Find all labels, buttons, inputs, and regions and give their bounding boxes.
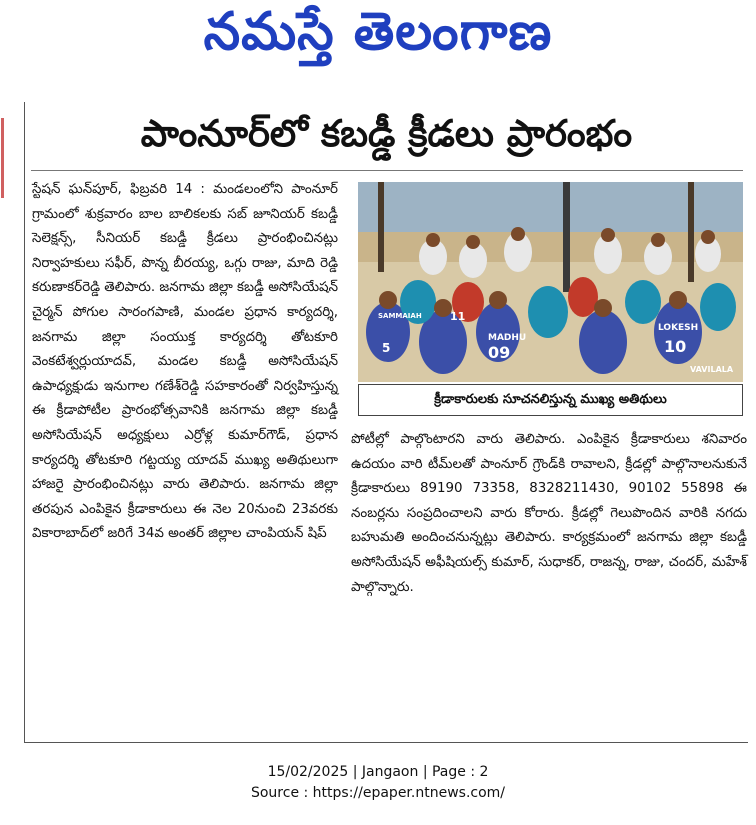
footer-date-edition: 15/02/2025 | Jangaon | Page : 2: [267, 764, 489, 780]
jersey-lokesh: LOKESH: [658, 323, 699, 333]
news-clipping: [24, 102, 748, 743]
jersey-vavilala: VAVILALA: [690, 365, 734, 374]
jersey-10: 10: [664, 337, 687, 356]
article-body-right: పోటీల్లో పాల్గొంటారని వారు తెలిపారు. ఎంపికైన క్రీడాకారులు శనివారం ఉదయం వారి టీమ్‌లతో పాంనూర్ గ్రౌండ్‌కి రావాలని, క్రీడల్లో పాల్గొనాలనుకునే క్రీడాకారులు 89190 73358, 8328211430, 90102 55898 ఈ నంబర్లను సంప్రదించాలని వారు కోరారు. క్రీడల్లో గెలుపొందిన వారికి నగదు బహుమతి అందించనున్నట్లు తెలిపారు. కార్యక్రమంలో జనగామ జిల్లా కబడ్డీ అసోసియేషన్ అఫీషియల్స్ కుమార్, సుధాకర్, రాజన్న, రాజు, చందర్, మహేశ్ పాల్గొన్నారు.: [351, 432, 747, 595]
page-footer: [0, 762, 756, 804]
headline-divider: [31, 170, 743, 171]
article-body-left: స్టేషన్ ఘన్‌పూర్, ఫిబ్రవరి 14 : మండలంలోని పాంనూర్ గ్రామంలో శుక్రవారం బాల బాలికలకు సబ్ జూనియర్ కబడ్డీ సెలెక్షన్స్, సీనియర్ కబడ్డీ క్రీడలు ప్రారంభించినట్లు నిర్వాహకులు సఫీర్, పొన్న బీరయ్య, ఒగ్గు రాజు, మాది రెడ్డి కరుణాకర్‌రెడ్డి తెలిపారు. జనగామ జిల్లా కబడ్డీ అసోసియేషన్ చైర్మన్ పోగుల సారంగపాణి, మండల ప్రధాన కార్యదర్శి, జనగామ జిల్లా సంయుక్త కార్యదర్శి తోటకూరి వెంకటేశ్వర్లుయాదవ్, మండల కబడ్డీ అసోసియేషన్ ఉపాధ్యక్షుడు ఇనుగాల గణేశ్‌రెడ్డి సహకారంతో నిర్వహిస్తున్న ఈ క్రీడాపోటీల ప్రారంభోత్సవానికి జనగామ జిల్లా కబడ్డీ అసోసియేషన్ అధ్యక్షులు ఎర్రోళ్ల కుమార్‌గౌడ్, ప్రధాన కార్యదర్శి తోటకూరి గట్టయ్య యాదవ్ ముఖ్య అతిథులుగా హాజరై ప్రారంభించినట్లు వారు తెలిపారు. జనగామ జిల్లా తరపున ఎంపికైన క్రీడాకారులు ఈ నెల 20నుంచి 23వరకు వికారాబాద్‌లో జరిగే 34వ అంతర్ జిల్లాల చాంపియన్ షిప్: [32, 182, 338, 542]
jersey-11: 11: [450, 310, 466, 323]
photo-caption: క్రీడాకారులకు సూచనలిస్తున్న ముఖ్య అతిథులు: [358, 384, 743, 416]
jersey-madhu: MADHU: [488, 333, 527, 343]
jersey-sammaiah: SAMMAIAH: [378, 312, 422, 320]
photo-scene: [358, 182, 743, 382]
clip-edge-mark: [1, 118, 4, 198]
article-headline: పాంనూర్‌లో కబడ్డీ క్రీడలు ప్రారంభం: [140, 112, 633, 155]
footer-source[interactable]: Source : https://epaper.ntnews.com/: [250, 785, 506, 801]
article-body-right-column: [351, 428, 747, 600]
masthead-title: నమస్తే తెలంగాణ: [203, 2, 553, 62]
masthead: [0, 0, 756, 88]
article-body-left-column: [32, 178, 338, 547]
article-photo: [358, 182, 743, 382]
jersey-5: 5: [382, 341, 391, 355]
jersey-09: 09: [488, 343, 511, 362]
